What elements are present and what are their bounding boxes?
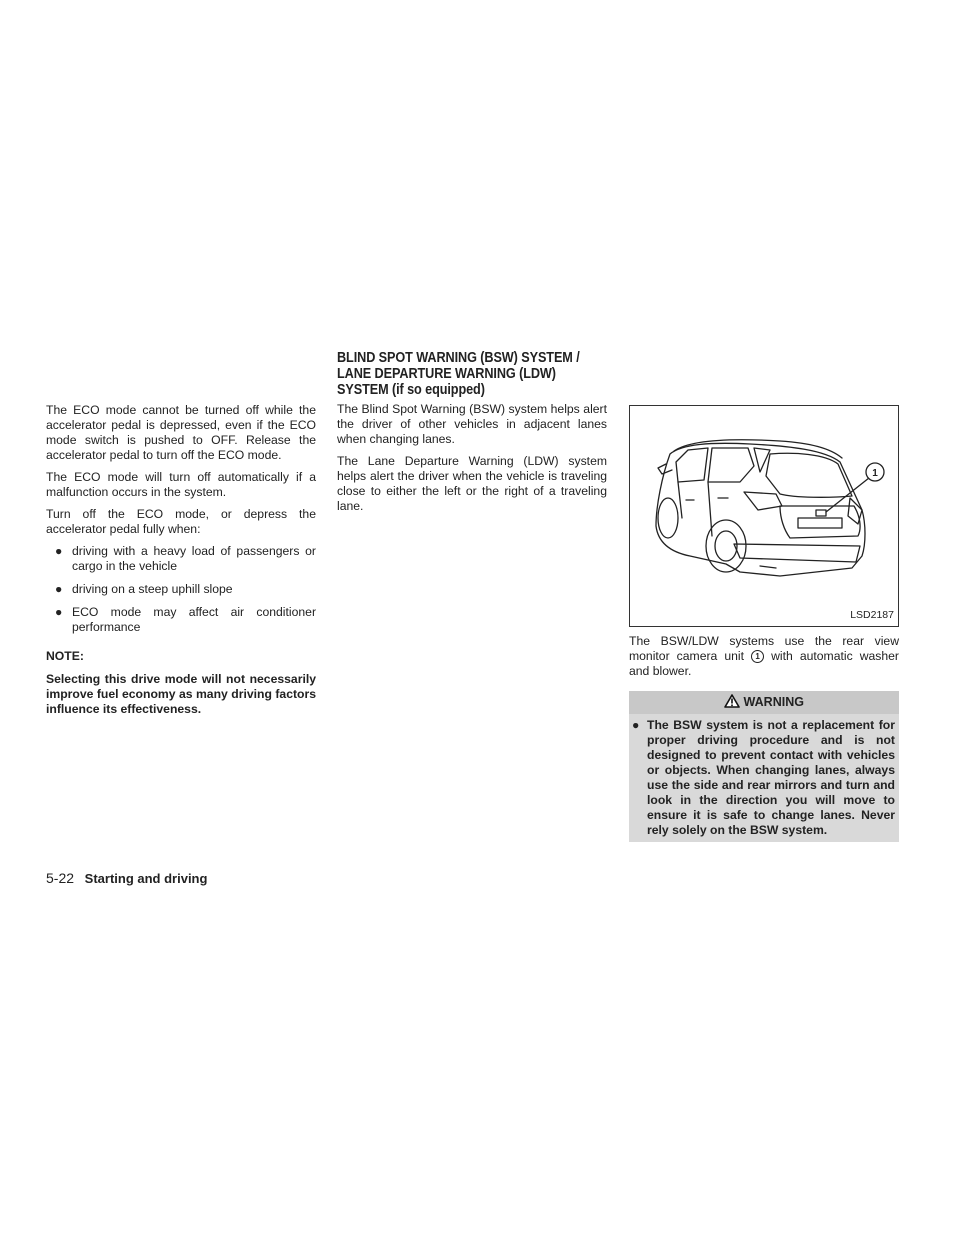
suv-rear-drawing [630, 406, 898, 626]
list-item: ● ECO mode may affect air conditioner performance [55, 605, 316, 634]
warning-body [629, 714, 899, 842]
list-item: ● driving on a steep uphill slope [55, 582, 233, 596]
warning-text: The BSW system is not a replacement for proper driving procedure and is not designed to prevent contact with vehicles or objects. When changing lanes, always use the side and rear mirrors and turn and look in the direction you will move to ensure it is safe to change lanes. Never rely solely on the BSW system. [647, 718, 895, 837]
column-bsw-ldw [337, 350, 607, 521]
note-label: NOTE: [46, 649, 84, 663]
eco-paragraph-1: The ECO mode cannot be turned off while the accelerator pedal is depressed, even if the ECO mode switch is pushed to OFF. Release the accelerator pedal to turn off the ECO mode. [46, 403, 316, 462]
section-heading: BLIND SPOT WARNING (BSW) SYSTEM / LANE DEPARTURE WARNING (LDW) SYSTEM (if so equipped) [337, 350, 580, 398]
warning-triangle-icon [724, 694, 740, 708]
list-item [632, 718, 895, 838]
figure-code: LSD2187 [850, 609, 894, 621]
callout-number-icon: 1 [751, 650, 764, 663]
bullet-icon: ● [632, 718, 640, 732]
bullet-icon: ● [55, 605, 63, 619]
list-item: ● driving with a heavy load of passengers or cargo in the vehicle [55, 544, 316, 573]
warning-header [629, 691, 899, 714]
ldw-paragraph: The Lane Departure Warning (LDW) system helps alert the driver when the vehicle is traveling close to either the left or the right of a traveling lane. [337, 454, 607, 513]
section-title: Starting and driving [84, 871, 208, 886]
eco-conditions-list [46, 544, 316, 635]
vehicle-rear-illustration [629, 405, 899, 627]
callout-label: 1 [872, 468, 878, 479]
warning-box [629, 691, 899, 842]
eco-paragraph-2: The ECO mode will turn off automatically if a malfunction occurs in the system. [46, 470, 316, 499]
eco-paragraph-3: Turn off the ECO mode, or depress the accelerator pedal fully when: [46, 507, 316, 536]
bullet-icon: ● [55, 544, 63, 558]
page-footer [46, 870, 207, 886]
figure-caption: The BSW/LDW systems use the rear view monitor camera unit 1 with automatic washer and blower. [629, 634, 899, 678]
warning-title: WARNING [743, 695, 804, 709]
page-number: 5-22 [46, 870, 75, 886]
column-eco-mode [46, 403, 316, 724]
bsw-paragraph: The Blind Spot Warning (BSW) system helps alert the driver of other vehicles in adjacent lanes when changing lanes. [337, 402, 607, 446]
note-text: Selecting this drive mode will not necessarily improve fuel economy as many driving factors influence its effectiveness. [46, 672, 316, 716]
column-figure-warning [629, 405, 899, 842]
bullet-icon: ● [55, 582, 63, 596]
